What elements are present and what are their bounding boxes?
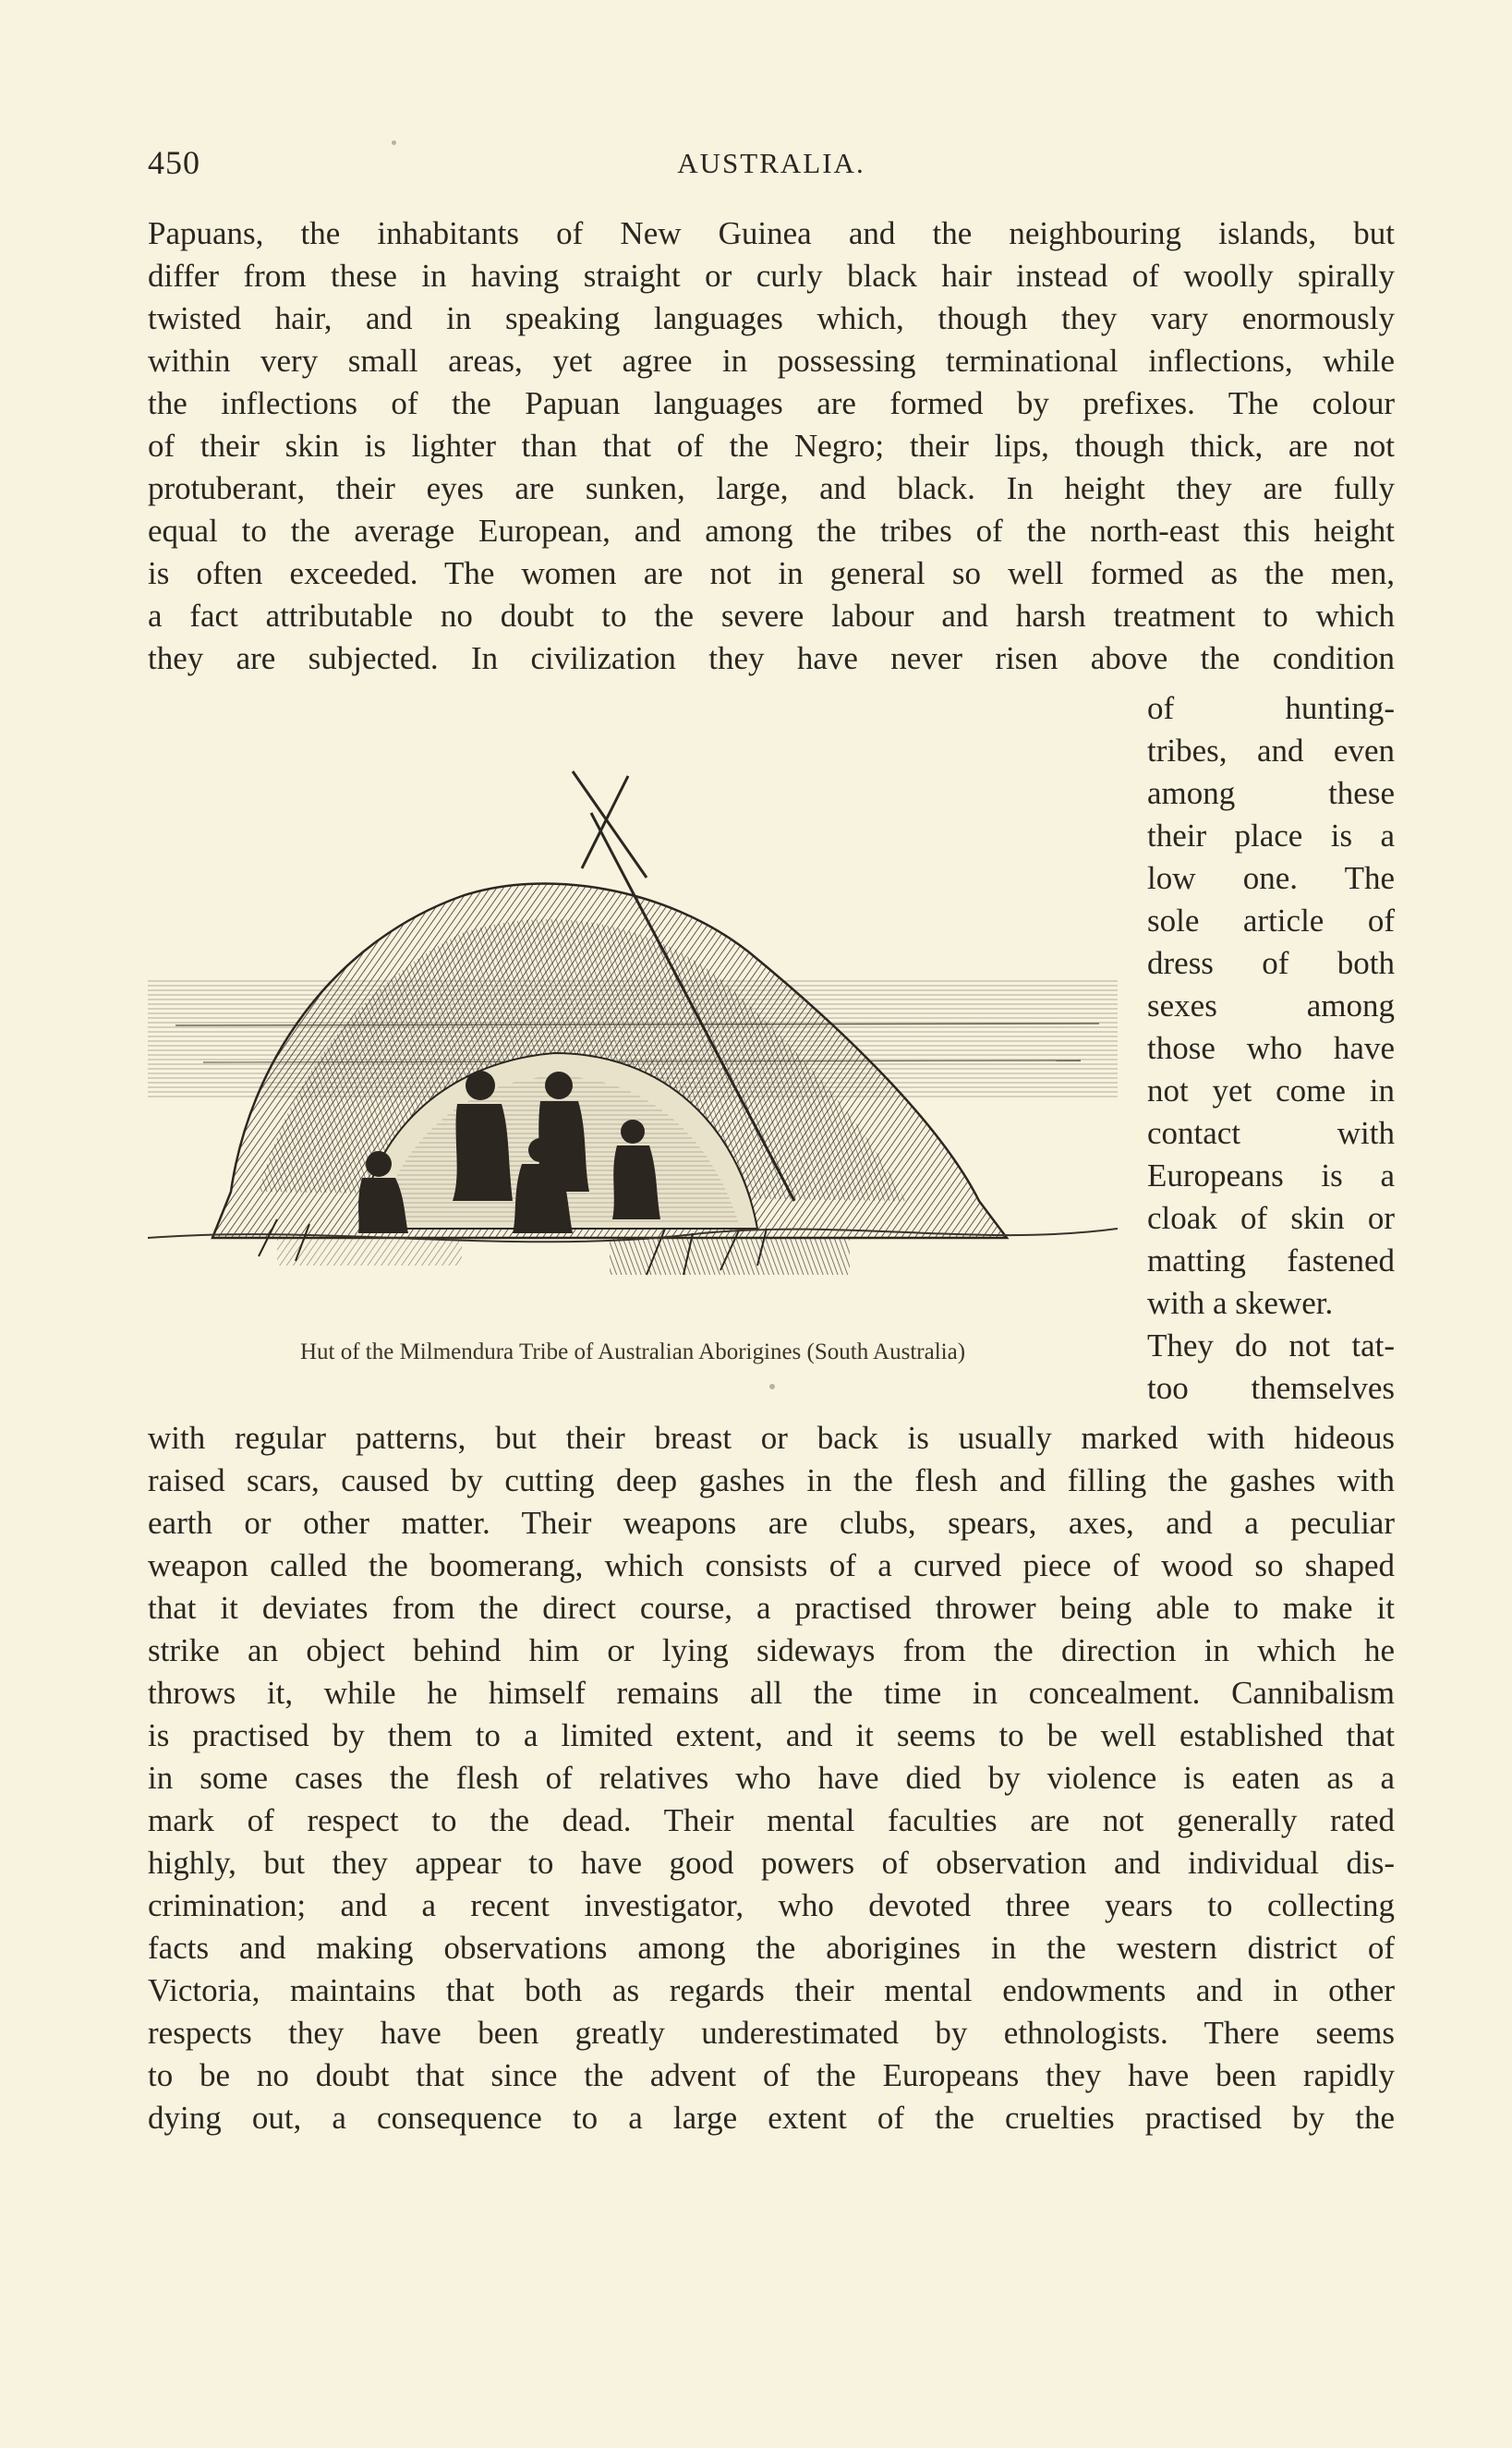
text-line: is practised by them to a limited extent, and it seems to be well established that xyxy=(148,1717,1395,1753)
text-line: with regular patterns, but their breast or back is usually marked with hideous xyxy=(148,1420,1395,1456)
side-line: matting fastened xyxy=(1147,1242,1395,1279)
text-line: Papuans, the inhabitants of New Guinea and the neighbouring islands, but xyxy=(148,215,1395,251)
side-line: Europeans is a xyxy=(1147,1157,1395,1194)
text-line: raised scars, caused by cutting deep gashes in the flesh and filling the gashes with xyxy=(148,1462,1395,1498)
side-line: those who have xyxy=(1147,1030,1395,1066)
side-line: their place is a xyxy=(1147,818,1395,854)
text-line: equal to the average European, and among the tribes of the north-east this height xyxy=(148,513,1395,549)
side-line: contact with xyxy=(1147,1115,1395,1151)
side-line: sole article of xyxy=(1147,903,1395,939)
side-line: with a skewer. xyxy=(1147,1285,1334,1321)
side-line: They do not tat- xyxy=(1147,1327,1395,1363)
text-line: in some cases the flesh of relatives who have died by violence is eaten as a xyxy=(148,1760,1395,1796)
hut-engraving-illustration xyxy=(148,757,1118,1307)
side-line: low one. The xyxy=(1147,860,1395,896)
text-line: they are subjected. In civilization they have never risen above the condition xyxy=(148,640,1395,676)
text-line: a fact attributable no doubt to the severe labour and harsh treatment to which xyxy=(148,598,1395,634)
text-line: within very small areas, yet agree in possessing terminational inflections, while xyxy=(148,343,1395,379)
text-line: dying out, a consequence to a large extent of the cruelties practised by the xyxy=(148,2100,1395,2136)
text-line: crimination; and a recent investigator, who devoted three years to collecting xyxy=(148,1887,1395,1923)
text-line: strike an object behind him or lying sideways from the direction in which he xyxy=(148,1632,1395,1668)
text-line: to be no doubt that since the advent of the Europeans they have been rapidly xyxy=(148,2057,1395,2093)
side-line: among these xyxy=(1147,775,1395,811)
text-line: respects they have been greatly underestimated by ethnologists. There seems xyxy=(148,2015,1395,2051)
page-header xyxy=(148,143,1395,189)
side-line: dress of both xyxy=(1147,945,1395,981)
side-line: cloak of skin or xyxy=(1147,1200,1395,1236)
text-line: earth or other matter. Their weapons are clubs, spears, axes, and a peculiar xyxy=(148,1505,1395,1541)
text-line: of their skin is lighter than that of the Negro; their lips, though thick, are not xyxy=(148,428,1395,464)
text-line: differ from these in having straight or curly black hair instead of woolly spirally xyxy=(148,258,1395,294)
text-line: Victoria, maintains that both as regards their mental endowments and in other xyxy=(148,1972,1395,2008)
side-line: of hunting- xyxy=(1147,690,1395,726)
side-line: sexes among xyxy=(1147,988,1395,1024)
text-line: twisted hair, and in speaking languages which, though they vary enormously xyxy=(148,300,1395,336)
text-line: facts and making observations among the aborigines in the western district of xyxy=(148,1930,1395,1966)
figure-caption: Hut of the Milmendura Tribe of Australian Aborigines (South Australia) xyxy=(299,1339,966,1364)
text-line: that it deviates from the direct course, a practised thrower being able to make it xyxy=(148,1590,1395,1626)
page-speck xyxy=(769,1384,775,1389)
side-line: tribes, and even xyxy=(1147,733,1395,769)
text-line: throws it, while he himself remains all the time in concealment. Cannibalism xyxy=(148,1675,1395,1711)
side-line: not yet come in xyxy=(1147,1073,1395,1109)
page-speck xyxy=(392,140,396,145)
text-line: highly, but they appear to have good powers of observation and individual dis- xyxy=(148,1845,1395,1881)
page-number: 450 xyxy=(148,144,200,181)
side-line: too themselves xyxy=(1147,1370,1395,1406)
text-line: mark of respect to the dead. Their mental faculties are not generally rated xyxy=(148,1802,1395,1838)
text-line: the inflections of the Papuan languages are formed by prefixes. The colour xyxy=(148,385,1395,421)
running-title: AUSTRALIA. xyxy=(677,147,865,179)
text-line: is often exceeded. The women are not in general so well formed as the men, xyxy=(148,555,1395,591)
text-line: weapon called the boomerang, which consists of a curved piece of wood so shaped xyxy=(148,1547,1395,1583)
text-line: protuberant, their eyes are sunken, large, and black. In height they are fully xyxy=(148,470,1395,506)
